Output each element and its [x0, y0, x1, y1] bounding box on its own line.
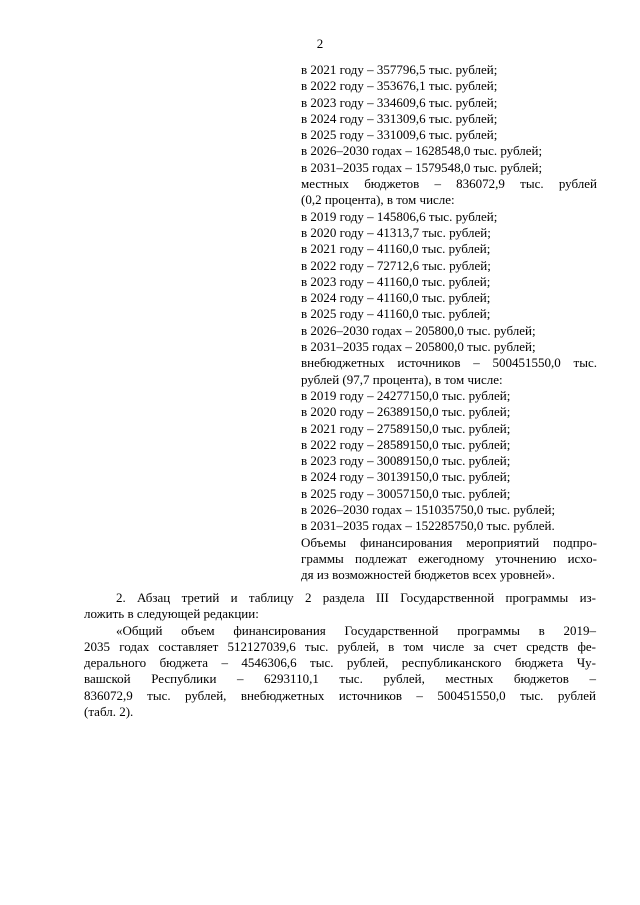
- text-line: в 2020 году – 41313,7 тыс. рублей;: [301, 224, 491, 240]
- text-line: в 2025 году – 331009,6 тыс. рублей;: [301, 127, 498, 143]
- text-line: в 2020 году – 26389150,0 тыс. рублей;: [301, 404, 511, 420]
- text-line: 836072,9 тыс. рублей, внебюджетных источников – 500451550,0 тыс. рублей: [84, 687, 596, 703]
- body-text: [84, 590, 596, 720]
- text-line: 2035 годах составляет 512127039,6 тыс. рублей, в том числе за счет средств фе-: [84, 638, 596, 654]
- text-line: (0,2 процента), в том числе:: [301, 192, 455, 208]
- text-line: местных бюджетов – 836072,9 тыс. рублей: [301, 176, 597, 192]
- text-line: в 2019 году – 145806,6 тыс. рублей;: [301, 208, 498, 224]
- text-line: в 2023 году – 334609,6 тыс. рублей;: [301, 94, 498, 110]
- page-number: 2: [316, 36, 324, 51]
- paragraph-amendment: [84, 590, 596, 623]
- text-line: (табл. 2).: [84, 704, 134, 720]
- text-line: в 2022 году – 72712,6 тыс. рублей;: [301, 257, 491, 273]
- text-line: ложить в следующей редакции:: [84, 606, 259, 622]
- text-line: в 2023 году – 30089150,0 тыс. рублей;: [301, 453, 511, 469]
- text-line: в 2022 году – 353676,1 тыс. рублей;: [301, 78, 498, 94]
- text-line: внебюджетных источников – 500451550,0 тыс.: [301, 355, 597, 371]
- text-line: в 2021 году – 41160,0 тыс. рублей;: [301, 241, 491, 257]
- text-line: в 2024 году – 30139150,0 тыс. рублей;: [301, 469, 511, 485]
- text-line: в 2023 году – 41160,0 тыс. рублей;: [301, 273, 491, 289]
- text-line: в 2019 году – 24277150,0 тыс. рублей;: [301, 387, 511, 403]
- text-line: в 2026–2030 годах – 205800,0 тыс. рублей;: [301, 322, 536, 338]
- text-line: дерального бюджета – 4546306,6 тыс. рублей, республиканского бюджета Чу-: [84, 655, 596, 671]
- text-line: в 2021 году – 27589150,0 тыс. рублей;: [301, 420, 511, 436]
- text-line: Объемы финансирования мероприятий подпро-: [301, 534, 597, 550]
- text-line: в 2021 году – 357796,5 тыс. рублей;: [301, 62, 498, 77]
- text-line: в 2026–2030 годах – 151035750,0 тыс. рублей;: [301, 502, 556, 518]
- text-line: граммы подлежат ежегодному уточнению исхо-: [301, 550, 597, 566]
- text-line: в 2022 году – 28589150,0 тыс. рублей;: [301, 436, 511, 452]
- text-line: в 2026–2030 годах – 1628548,0 тыс. рублей;: [301, 143, 543, 159]
- text-line: рублей (97,7 процента), в том числе:: [301, 371, 503, 387]
- text-line: вашской Республики – 6293110,1 тыс. рублей, местных бюджетов –: [84, 671, 596, 687]
- text-line: в 2025 году – 41160,0 тыс. рублей;: [301, 306, 491, 322]
- text-line: 2. Абзац третий и таблицу 2 раздела III Государственной программы из-: [116, 590, 596, 605]
- text-line: «Общий объем финансирования Государственной программы в 2019–: [116, 622, 596, 638]
- text-line: в 2025 году – 30057150,0 тыс. рублей;: [301, 485, 511, 501]
- paragraph-quote: [84, 622, 596, 721]
- text-line: в 2024 году – 331309,6 тыс. рублей;: [301, 110, 498, 126]
- text-line: в 2031–2035 годах – 205800,0 тыс. рублей;: [301, 339, 536, 355]
- text-line: дя из возможностей бюджетов всех уровней».: [301, 567, 555, 583]
- text-line: в 2024 году – 41160,0 тыс. рублей;: [301, 290, 491, 306]
- financing-column: [301, 62, 597, 584]
- text-line: в 2031–2035 годах – 152285750,0 тыс. рублей.: [301, 518, 555, 534]
- text-line: в 2031–2035 годах – 1579548,0 тыс. рублей;: [301, 159, 543, 175]
